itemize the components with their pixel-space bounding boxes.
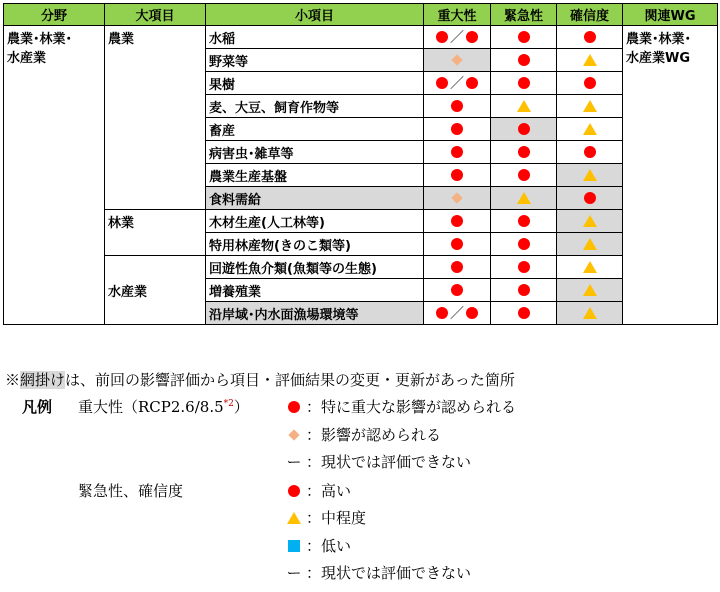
item-cell: 特用林産物(きのこ類等) [206, 233, 424, 256]
legend-text: ：現状では評価できない [306, 564, 472, 582]
legend-sev-1 [285, 396, 516, 417]
red-circle-icon [518, 284, 530, 296]
red-circle-icon [288, 485, 300, 497]
item-cell: 果樹 [206, 72, 424, 95]
item-cell: 食料需給 [206, 187, 424, 210]
legend-text: ：高い [306, 482, 352, 500]
item-cell: 野菜等 [206, 49, 424, 72]
yellow-triangle-icon [583, 307, 597, 319]
item-cell: 増養殖業 [206, 279, 424, 302]
legend-text: ：中程度 [306, 509, 367, 527]
header-category: 大項目 [105, 4, 206, 26]
legend-urgency-label: 緊急性、確信度 [78, 482, 184, 500]
legend-text: ：特に重大な影響が認められる [306, 398, 517, 416]
legend-urg-3 [285, 535, 351, 556]
red-circle-icon [518, 215, 530, 227]
header-urgency: 緊急性 [491, 4, 557, 26]
legend-urg-2 [285, 507, 366, 528]
red-circle-icon [518, 31, 530, 43]
red-circle-icon [584, 192, 596, 204]
red-circle-icon [436, 307, 448, 319]
item-cell: 農業生産基盤 [206, 164, 424, 187]
red-circle-icon [451, 169, 463, 181]
note-highlight: 網掛け [20, 371, 66, 389]
note-prefix: ※ [5, 371, 21, 389]
red-circle-icon [466, 31, 478, 43]
category-forest: 林業 [105, 210, 206, 256]
shading-note [5, 369, 515, 390]
red-circle-icon [518, 123, 530, 135]
red-circle-icon [466, 307, 478, 319]
red-circle-icon [451, 284, 463, 296]
item-cell: 沿岸域･内水面漁場環境等 [206, 302, 424, 325]
red-circle-icon [451, 261, 463, 273]
yellow-triangle-icon [583, 215, 597, 227]
red-circle-icon [584, 146, 596, 158]
red-circle-icon [451, 238, 463, 250]
dash-icon: ー [286, 453, 302, 471]
slash-separator: ／ [450, 30, 464, 46]
item-cell: 木材生産(人工林等) [206, 210, 424, 233]
red-circle-icon [466, 77, 478, 89]
yellow-triangle-icon [583, 261, 597, 273]
yellow-triangle-icon [583, 100, 597, 112]
slash-separator: ／ [450, 76, 464, 92]
legend-text: ：低い [306, 537, 352, 555]
yellow-triangle-icon [583, 169, 597, 181]
slash-separator: ／ [450, 306, 464, 322]
legend-text: ：影響が認められる [306, 426, 442, 444]
related-wg-cell: 農業･林業･ 水産業WG [623, 26, 718, 325]
red-circle-icon [518, 169, 530, 181]
impact-assessment-table [3, 3, 718, 325]
legend-severity-label [78, 396, 249, 417]
yellow-triangle-icon [583, 284, 597, 296]
header-confidence: 確信度 [557, 4, 623, 26]
red-circle-icon [451, 100, 463, 112]
orange-diamond-icon [451, 54, 462, 65]
red-circle-icon [518, 307, 530, 319]
header-field: 分野 [4, 4, 105, 26]
table-row [4, 210, 718, 233]
header-related-wg: 関連WG [623, 4, 718, 26]
header-severity: 重大性 [424, 4, 491, 26]
note-text: は、前回の影響評価から項目・評価結果の変更・更新があった箇所 [65, 371, 515, 389]
legend-title: 凡例 [22, 398, 53, 416]
orange-diamond-icon [451, 192, 462, 203]
dash-icon: ー [286, 564, 302, 582]
table-row [4, 256, 718, 279]
yellow-triangle-icon [517, 192, 531, 204]
severity-label-text: 重大性（RCP2.6/8.5 [78, 398, 224, 416]
red-circle-icon [518, 77, 530, 89]
item-cell: 畜産 [206, 118, 424, 141]
orange-diamond-icon [288, 429, 299, 440]
legend-text: ：現状では評価できない [306, 453, 472, 471]
red-circle-icon [288, 401, 300, 413]
red-circle-icon [518, 261, 530, 273]
category-fish: 水産業 [105, 256, 206, 325]
red-circle-icon [584, 77, 596, 89]
severity-footnote: *2 [223, 399, 234, 409]
red-circle-icon [518, 238, 530, 250]
red-circle-icon [518, 54, 530, 66]
category-agri: 農業 [105, 26, 206, 210]
blue-square-icon [288, 540, 300, 552]
red-circle-icon [451, 215, 463, 227]
item-cell: 麦、大豆、飼育作物等 [206, 95, 424, 118]
yellow-triangle-icon [583, 123, 597, 135]
legend-urg-1 [285, 480, 351, 501]
table-row [4, 26, 718, 49]
yellow-triangle-icon [517, 100, 531, 112]
yellow-triangle-icon [583, 54, 597, 66]
field-cell: 農業･林業･ 水産業 [4, 26, 105, 325]
item-cell: 水稲 [206, 26, 424, 49]
severity-label-close: ） [233, 398, 249, 416]
red-circle-icon [451, 123, 463, 135]
red-circle-icon [518, 146, 530, 158]
yellow-triangle-icon [287, 512, 301, 524]
red-circle-icon [436, 77, 448, 89]
red-circle-icon [584, 31, 596, 43]
red-circle-icon [451, 146, 463, 158]
header-row [4, 4, 718, 26]
item-cell: 回遊性魚介類(魚類等の生態) [206, 256, 424, 279]
legend-sev-3 [285, 451, 471, 472]
header-item: 小項目 [206, 4, 424, 26]
red-circle-icon [436, 31, 448, 43]
legend-sev-2 [285, 424, 441, 445]
item-cell: 病害虫･雑草等 [206, 141, 424, 164]
yellow-triangle-icon [583, 238, 597, 250]
legend-urg-4 [285, 562, 471, 583]
